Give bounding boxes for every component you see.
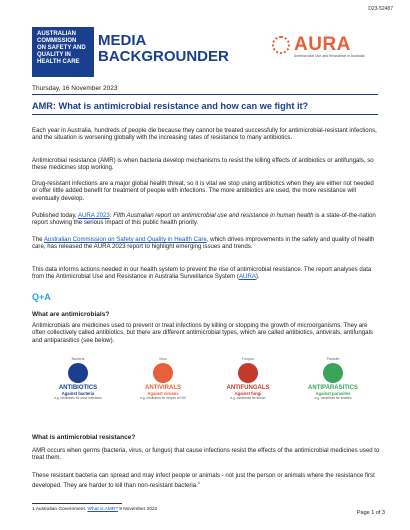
text: , which drives improvements in the safety and quality of health care, has released the AURA 2023 report to highlight emerging issues and trends. [32,236,375,251]
paragraph [32,472,380,490]
type-name: ANTIVIRALS [145,385,181,391]
logo-line: QUALITY IN [37,52,71,58]
commission-logo [32,27,94,77]
document-id: D23-52487 [368,6,393,12]
logo-line: ON SAFETY AND [37,45,86,51]
type-against: Against bacteria [61,391,95,396]
paragraph [32,266,380,281]
media-backgrounder-title [98,33,229,65]
divider [32,94,378,95]
type-example: e.g. medicines for urine infections [54,396,102,400]
footnote-divider [32,503,122,504]
type-against: Against fungi [234,391,262,396]
type-antibiotics [38,357,118,400]
parasite-icon [323,363,343,383]
text: 9 November 2022 [117,507,158,512]
page-number: Page 1 of 3 [356,510,385,516]
divider [32,114,378,115]
aura-logo-subtitle: Antimicrobial Use and Resistance in Australia [294,54,365,58]
question-heading: What is antimicrobial resistance? [32,434,136,441]
type-name: ANTIBIOTICS [58,385,98,391]
text: The [32,236,44,243]
aura-circle-icon [272,36,290,54]
type-organism: Bacteria [71,357,85,361]
aura-link[interactable]: AURA [238,273,256,281]
logo-line: HEALTH CARE [37,59,80,65]
paragraph: Antimicrobials are medicines used to prevent or treat infections by killing or stopping the growth of microorganisms. They are often collectively called antibiotics, but there are different antimicrobial types, which are called antibiotics, antivirals, antifungals and antiparasitics (see below). [32,322,373,344]
bacteria-icon [68,363,88,383]
text: 1 Australian Government. [32,507,88,512]
virus-icon [153,363,173,383]
what-is-amr-link[interactable]: What is AMR? [87,507,118,512]
paragraph: AMR occurs when germs (bacteria, virus, or fungus) that cause infections resist the effects of the antimicrobial medicines used to treat them. [32,447,380,462]
aura-logo [272,34,384,62]
type-example: e.g. medicines for herpes or HIV [140,396,186,400]
commission-link[interactable]: Australian Commission on Safety and Quality in Health Care [43,236,207,243]
type-name: ANTIFUNGALS [226,385,270,391]
paragraph: Each year in Australia, hundreds of people die because they cannot be treated successfully for antimicrobial-resistant infections, and the situation is worsening globally with the increasing rates of resistance to many antibiotics. [32,127,377,142]
type-name: ANTIPARASITICS [308,385,358,391]
paragraph [32,236,380,251]
type-example: e.g. medicines for thrush [230,396,266,400]
footnote-ref: 1 [197,480,201,486]
title-line: MEDIA [98,32,147,49]
release-date: Thursday, 16 November 2023 [32,85,118,92]
type-antifungals [208,357,288,400]
qa-heading: Q+A [32,292,51,302]
paragraph: Drug-resistant infections are a major global health threat, so it is vital we stop using antibiotics when they are either not needed or offer little added benefit for treatment of people with infections. The more antibiotics are used, the more resistance will eventually develop. [32,180,374,202]
type-antiparasitics [293,357,373,400]
aura-logo-text: AURA [294,34,351,55]
title-line: BACKGROUNDER [98,48,229,65]
paragraph [32,212,380,227]
page-title: AMR: What is antimicrobial resistance and how can we fight it? [32,101,309,111]
type-organism: Fungus [242,357,254,361]
type-organism: Virus [159,357,167,361]
antimicrobial-types [38,357,378,419]
footnote [32,507,157,512]
text: ). [255,273,260,281]
type-example: e.g. medicines for scabies [314,396,352,400]
type-organism: Parasite [326,357,340,361]
text: Published today, [32,212,78,219]
text: This data informs actions needed in our health system to prevent the rise of antimicrobial resistance. The report analyses data from the Antimicrobial Use and Resistance in Australia Surveillance System ( [32,266,372,281]
report-title: : Fifth Australian report on antimicrobial use and resistance in human health [109,212,314,219]
paragraph: Antimicrobial resistance (AMR) is when bacteria develop mechanisms to resist the killing effects of antibiotics or antifungals, so these medicines stop working. [32,157,374,172]
text: is a state-of-the-nation report showing the serious impact of this public health priority. [32,212,376,227]
fungus-icon [238,363,258,383]
text: These resistant bacteria can spread and may infect people or animals - not just the person or animals where the resistance first developed. They are harder to kill than non-resistant bacteria. [32,472,375,490]
type-against: Against parasites [315,391,351,396]
type-against: Against viruses [147,391,179,396]
aura-2023-link[interactable]: AURA 2023 [77,212,110,219]
type-antivirals [123,357,203,400]
logo-line: AUSTRALIAN [37,31,76,37]
logo-line: COMMISSION [37,38,77,44]
question-heading: What are antimicrobials? [32,311,110,318]
